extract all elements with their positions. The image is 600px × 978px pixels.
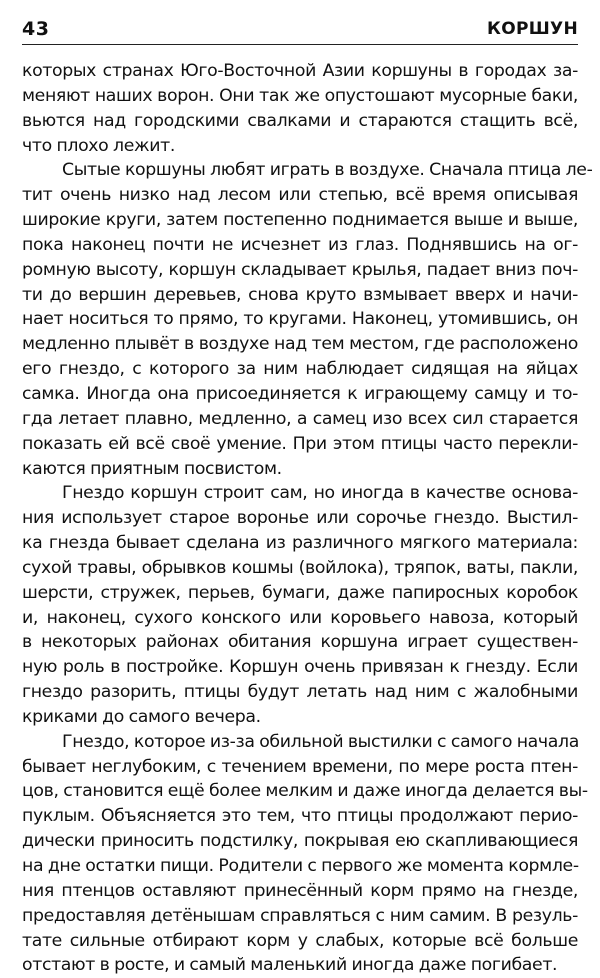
text-line: показать ей всё своё умение. При этом птицы часто перекли-	[22, 433, 578, 454]
text-line: Гнездо, которое из-за обильной выстилки с самого начала	[62, 731, 579, 752]
text-line: шерсти, стружек, перьев, бумаги, даже папиросных коробок	[22, 582, 578, 603]
paragraph-3	[22, 481, 578, 729]
running-title: КОРШУН	[487, 19, 578, 39]
text-line: в некоторых районах обитания коршуна играет существен-	[22, 632, 578, 653]
text-line: гнездо разорить, птицы будут летать над ним с жалобными	[22, 682, 578, 703]
text-line: ти до вершин деревьев, снова круто взмывает вверх и начи-	[22, 284, 578, 305]
text-line: тате сильные отбирают корм у слабых, которые всё больше	[22, 930, 578, 951]
text-line: широкие круги, затем постепенно поднимается выше и выше,	[22, 210, 578, 231]
text-line: Сытые коршуны любят играть в воздухе. Сначала птица ле-	[62, 160, 593, 181]
text-line: самка. Иногда она присоединяется к играющему самцу и то-	[22, 383, 578, 404]
text-line: предоставляя детёнышам справляться с ним самим. В резуль-	[22, 905, 578, 926]
text-line: криками до самого вечера.	[22, 706, 261, 727]
text-line: цов, становится ещё более мелким и даже иногда делается вы-	[22, 781, 588, 802]
page-number: 43	[22, 18, 50, 40]
text-line: его гнездо, с которого за ним наблюдает сидящая на яйцах	[22, 359, 578, 380]
text-line: гда летает плавно, медленно, а самец изо всех сил старается	[22, 408, 578, 429]
text-line: что плохо лежит.	[22, 135, 175, 156]
text-line: меняют наших ворон. Они так же опустошают мусорные баки,	[22, 85, 578, 106]
text-line: на дне остатки пищи. Родители с первого же момента кормле-	[22, 856, 579, 876]
text-line: нает носиться то прямо, то кругами. Наконец, утомившись, он	[22, 309, 578, 330]
page-header	[22, 18, 578, 45]
text-line: бывает неглубоким, с течением времени, по мере роста птен-	[22, 756, 578, 777]
body-text	[22, 59, 593, 978]
text-line: которых странах Юго-Восточной Азии коршуны в городах за-	[22, 61, 578, 81]
text-line: дически приносить подстилку, покрывая ею скапливающиеся	[22, 831, 578, 852]
text-line: каются приятным посвистом.	[22, 458, 282, 479]
text-line: сухой травы, обрывков кошмы (войлока), тряпок, ваты, пакли,	[22, 557, 578, 578]
text-line: ка гнезда бывает сделана из различного мягкого материала:	[22, 533, 578, 554]
text-line: и, наконец, сухого конского или коровьего навоза, который	[22, 607, 578, 628]
text-line: вьются над городскими свалками и стараются стащить всё,	[22, 110, 578, 131]
text-line: Гнездо коршун строит сам, но иногда в качестве основа-	[62, 483, 578, 504]
text-line: ния использует старое воронье или сорочье гнездо. Выстил-	[22, 508, 578, 529]
text-line: медленно плывёт в воздухе над тем местом, где расположено	[22, 334, 578, 355]
paragraph-1	[22, 59, 578, 158]
text-line: ную роль в постройке. Коршун очень привязан к гнезду. Если	[22, 657, 578, 678]
text-line: отстают в росте, и самый маленький иногда даже погибает.	[22, 955, 558, 976]
text-line: ромную высоту, коршун складывает крылья, падает вниз поч-	[22, 259, 578, 280]
text-line: тит очень низко над лесом или степью, всё время описывая	[22, 185, 578, 206]
paragraph-2	[22, 158, 593, 481]
text-line: пуклым. Объясняется это тем, что птицы продолжают перио-	[22, 806, 578, 827]
paragraph-4	[22, 730, 588, 978]
text-line: пока наконец почти не исчезнет из глаз. Поднявшись на ог-	[22, 234, 578, 255]
text-line: ния птенцов оставляют принесённый корм прямо на гнезде,	[22, 880, 578, 901]
